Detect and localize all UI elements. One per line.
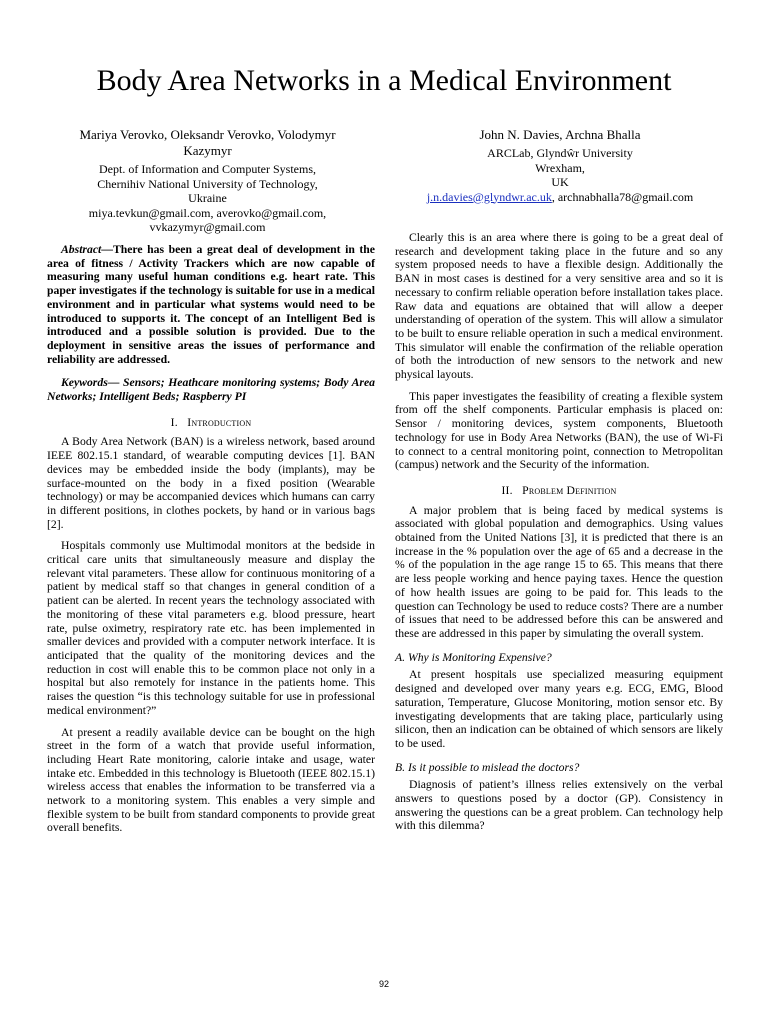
author-emails: miya.tevkun@gmail.com, averovko@gmail.com, (88, 205, 327, 220)
author-emails (392, 190, 728, 205)
author-university: Chernihiv National University of Technology, (97, 176, 318, 191)
paper-title: Body Area Networks in a Medical Environment (96, 64, 672, 97)
section-title: Introduction (187, 415, 252, 429)
section-title: Problem Definition (522, 483, 617, 497)
section-number: I. (170, 415, 178, 429)
author-names: Mariya Verovko, Oleksandr Verovko, Volodymyr Kazymyr (79, 127, 336, 158)
subsection-a-paragraph: At present hospitals use specialized measuring equipment designed and developed over many years e.g. ECG, EMG, Blood saturation, Temperature, Glucose Monitoring, motion sensor etc. By investigating developments that are taking place, particularly using silicon, then an indication can be obtained of which sensors are likely to be used. (395, 668, 723, 750)
subsection-b-paragraph: Diagnosis of patient’s illness relies extensively on the verbal answers to questions posed by a doctor (GP). Consistency in answering the questions can be a great problem. Can technology help with this dilemma? (395, 778, 723, 833)
subsection-heading-a: A. Why is Monitoring Expensive? (395, 650, 552, 664)
intro-paragraph-2: Hospitals commonly use Multimodal monitors at the bedside in critical care units that simultaneously measure and display the relevant vital parameters. These allow for continuous monitoring of a patient by medical staff so that changes in general condition of a patient can be alerted. In recent years the technology associated with the monitoring of these vital parameters e.g. blood pressure, heart rate, pulse oximetry, respiratory rate etc. has been implemented in smaller devices and provided with a computer network interface. It is anticipated that the quality of the monitoring devices and the reduction in cost will enable this to be common place not only in a hospital but also remotely for instance in the patients home. This raises the question “is this technology suitable for use in professional medical environment?” (47, 539, 375, 717)
left-column (47, 243, 375, 843)
section-heading-problem-definition (395, 484, 723, 498)
author-country: UK (551, 175, 569, 189)
abstract-label: Abstract (61, 243, 102, 256)
keywords (47, 376, 375, 403)
email-rest: , archnabhalla78@gmail.com (551, 189, 694, 204)
problem-paragraph: A major problem that is being faced by medical systems is associated with global population and demographics. Using values obtained from the United Nations [3], it is predicted that there is an increase in the % population over the age of 65 and a decrease in the % of the population in the age range 15 to 65. This means that there are less people working and hence paying taxes. Hence the question of how health issues are going to be paid for. This leads to the question can Technology be used to reduce costs? There are a number of issues that need to be addressed before this can be answered and these are addressed in this paper by simulating the overall system. (395, 503, 723, 640)
abstract (47, 243, 375, 366)
intro-paragraph-1: A Body Area Network (BAN) is a wireless network, based around IEEE 802.15.1 standard, of wearable computing devices [1]. BAN devices may be embedded inside the body (implants), may be surface-mounted on the body in a fixed position (Wearable technology) or may be accompanied devices which humans can carry in different positions, in clothes pockets, by hand or in various bags [2]. (47, 435, 375, 531)
right-paragraph-1: Clearly this is an area where there is going to be a great deal of research and development taking place in the future and so any system proposed needs to have a flexible design. Additionally the BAN in most cases is destined for a very sensitive area and so it is necessary to confirm reliable operation before installation takes place. Raw data and equations are obtained that will allow a deeper understanding of operation of the system. This will allow a simulator to be built to ensure reliable operation in such a medical environment. This simulator will enable the confirmation of the reliable operation of both the introduction of new sensors to the network and new physical layouts. (395, 231, 723, 382)
intro-paragraph-3: At present a readily available device can be bought on the high street in the form of a watch that provide useful information, including Heart Rate monitoring, calorie intake and usage, water intake etc. Embedded in this technology is Bluetooth (IEEE 802.15.1) wireless access that enables the information to be transferred via a network to a monitoring system. This enables a very simple and flexible system to be built from standard components to provide great overall benefits. (47, 725, 375, 835)
right-column (395, 231, 723, 841)
subsection-heading-b: B. Is it possible to mislead the doctors? (395, 760, 580, 774)
section-number: II. (501, 483, 513, 497)
author-block-right (392, 127, 728, 204)
right-paragraph-2: This paper investigates the feasibility of creating a flexible system from off the shelf components. Particular emphasis is placed on: Sensor / monitoring devices, system components, Bluetooth technology for use in Body Area Networks (BAN), the use of Wi-Fi to connect to a central monitoring point, connection to Metropolitan (campus) network and the Security of the information. (395, 389, 723, 472)
author-dept: Dept. of Information and Computer Systems, (99, 162, 316, 176)
keywords-text: Sensors; Heathcare monitoring systems; Body Area Networks; Intelligent Beds; Raspberry PI (47, 376, 375, 404)
abstract-dash: — (101, 243, 113, 256)
author-emails-2: vvkazymyr@gmail.com (149, 220, 266, 234)
email-link[interactable]: j.n.davies@glyndwr.ac.uk (426, 189, 552, 204)
keywords-label: Keywords— (61, 376, 120, 390)
abstract-text: There has been a great deal of development in the area of fitness / Activity Trackers which are now capable of measuring many useful human conditions e.g. heart rate. This paper investigates if the technology is suitable for use in a medical environment and in particular what systems would need to be introduced to supports it. The concept of an Intelligent Bed is introduced and a possible solution is provided. Due to the deployment in sensitive areas the issues of performance and reliability are addressed. (47, 243, 375, 366)
author-city: Wrexham, (535, 160, 585, 175)
author-block-left (40, 127, 375, 235)
author-lab: ARCLab, Glyndŵr University (487, 146, 633, 160)
page-number: 92 (378, 979, 389, 989)
author-names: John N. Davies, Archna Bhalla (479, 127, 641, 142)
author-country: Ukraine (188, 191, 227, 205)
section-heading-introduction (47, 416, 375, 430)
